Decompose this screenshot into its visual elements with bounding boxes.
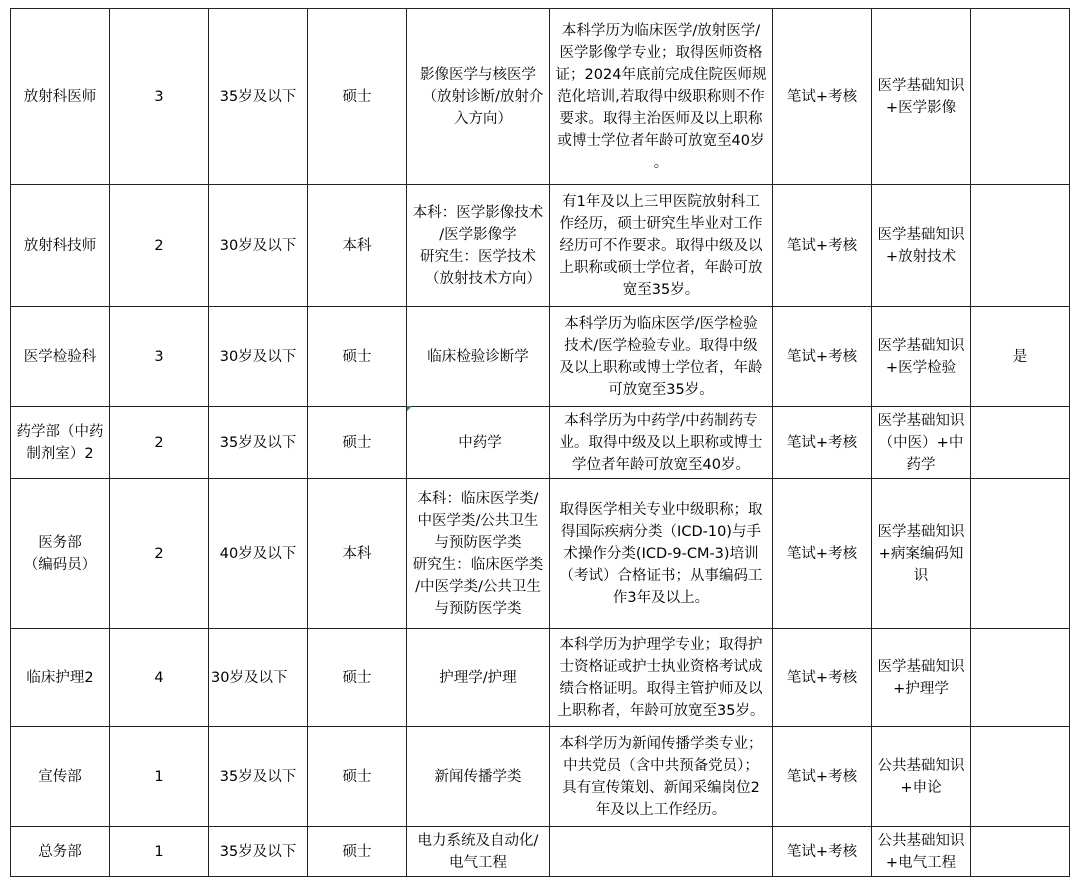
age-cell: 35岁及以下: [209, 827, 308, 877]
table-row: [11, 407, 1070, 479]
content-cell: [872, 9, 971, 185]
major-cell-line: 影像医学与核医学: [420, 66, 536, 83]
education-cell: 本科: [308, 479, 407, 629]
education-cell: 硕士: [308, 307, 407, 407]
requirements-cell-line: 上职称者，年龄可放宽至35岁。: [557, 702, 765, 719]
position-cell-line: 宣传部: [38, 768, 82, 785]
exam-cell: 笔试+考核: [773, 407, 872, 479]
requirements-cell-line: 本科学历为中药学/中药制药专: [564, 412, 758, 429]
count-cell: 2: [110, 479, 209, 629]
count-cell: 4: [110, 629, 209, 727]
major-cell: [407, 307, 550, 407]
content-cell-line: +申论: [900, 779, 942, 796]
requirements-cell-line: 要求。取得主治医师及以上职称: [559, 110, 763, 127]
requirements-cell-line: 本科学历为临床医学/医学检验: [564, 315, 758, 332]
content-cell: [872, 629, 971, 727]
content-cell-line: 医学基础知识: [877, 77, 965, 94]
requirements-cell-line: 士资格证或护士执业资格考试成: [559, 658, 763, 675]
requirements-cell-line: 中共党员（含中共预备党员）；: [563, 757, 759, 774]
requirements-cell-line: 作经历，硕士研究生毕业对工作: [559, 215, 763, 232]
requirements-cell-line: 作3年及以上。: [612, 589, 710, 606]
position-cell-line: 总务部: [38, 843, 82, 860]
requirements-cell-line: 医学影像学专业；取得医师资格: [559, 44, 763, 61]
content-cell: [872, 727, 971, 827]
exam-cell: 笔试+考核: [773, 629, 872, 727]
content-cell-line: +病案编码知: [878, 545, 964, 562]
major-cell: [407, 407, 550, 479]
count-cell: 1: [110, 827, 209, 877]
requirements-cell-line: 本科学历为护理学专业；取得护: [559, 636, 763, 653]
content-cell: [872, 185, 971, 307]
education-cell: 硕士: [308, 9, 407, 185]
exam-cell: 笔试+考核: [773, 307, 872, 407]
requirements-cell-line: 取得医学相关专业中级职称；取: [559, 501, 763, 518]
requirements-cell: [550, 827, 773, 877]
table-row: [11, 827, 1070, 877]
major-cell: [407, 827, 550, 877]
major-cell-line: 护理学/护理: [439, 669, 517, 686]
major-cell: [407, 479, 550, 629]
position-cell-line: 医务部: [38, 534, 82, 551]
requirements-cell-line: 。: [653, 154, 669, 171]
education-cell: 本科: [308, 185, 407, 307]
requirements-cell-line: （考试）合格证书；从事编码工: [559, 567, 763, 584]
count-cell: 3: [110, 9, 209, 185]
note-cell: [971, 629, 1070, 727]
requirements-cell-line: 可放宽至35岁。: [608, 381, 714, 398]
position-cell-line: 制剂室）2: [26, 445, 94, 462]
requirements-cell-line: 有1年及以上三甲医院放射科工: [562, 193, 760, 210]
content-cell-line: +医学影像: [885, 99, 957, 116]
requirements-cell-line: 经历可不作要求。取得中级及以: [559, 237, 763, 254]
position-cell-line: 临床护理2: [26, 669, 94, 686]
major-cell-line: 研究生：医学技术: [420, 248, 536, 265]
cell-comment-marker: [407, 406, 412, 411]
position-cell: [11, 307, 110, 407]
content-cell-line: 医学基础知识: [877, 658, 965, 675]
age-cell: 40岁及以下: [209, 479, 308, 629]
content-cell-line: +电气工程: [885, 854, 957, 871]
major-cell-line: /中医学类/公共卫生: [415, 578, 541, 595]
major-cell-line: 本科：医学影像技术: [412, 204, 544, 221]
age-cell: 30岁及以下: [209, 185, 308, 307]
position-cell: [11, 629, 110, 727]
table-row: [11, 479, 1070, 629]
position-cell: [11, 479, 110, 629]
content-cell-line: 公共基础知识: [877, 832, 965, 849]
table-row: [11, 185, 1070, 307]
content-cell-line: 药学: [906, 456, 936, 473]
content-cell-line: 医学基础知识: [877, 412, 965, 429]
requirements-cell: [550, 479, 773, 629]
major-cell-line: 与预防医学类: [434, 534, 522, 551]
requirements-cell-line: 术操作分类(ICD-9-CM-3)培训: [563, 545, 759, 562]
exam-cell: 笔试+考核: [773, 9, 872, 185]
requirements-cell-line: 宽至35岁。: [622, 281, 700, 298]
content-cell: [872, 479, 971, 629]
table-row: [11, 9, 1070, 185]
content-cell-line: +护理学: [893, 680, 949, 697]
exam-cell: 笔试+考核: [773, 727, 872, 827]
education-cell: 硕士: [308, 629, 407, 727]
content-cell: [872, 407, 971, 479]
major-cell-line: 中药学: [458, 434, 502, 451]
requirements-cell-line: 年及以上工作经历。: [595, 801, 727, 818]
major-cell-line: 中医学类/公共卫生: [417, 512, 539, 529]
requirements-cell-line: 业。取得中级及以上职称或博士: [559, 434, 763, 451]
requirements-cell: [550, 629, 773, 727]
requirements-cell: [550, 307, 773, 407]
content-cell-line: +放射技术: [885, 248, 957, 265]
exam-cell: 笔试+考核: [773, 479, 872, 629]
major-cell: [407, 185, 550, 307]
requirements-cell-line: 本科学历为新闻传播学类专业；: [559, 735, 763, 752]
position-cell: [11, 185, 110, 307]
table-body: [11, 9, 1070, 877]
table-row: [11, 727, 1070, 827]
content-cell-line: 医学基础知识: [877, 226, 965, 243]
exam-cell: 笔试+考核: [773, 185, 872, 307]
content-cell-line: 识: [913, 567, 929, 584]
requirements-cell-line: 绩合格证明。取得主管护师及以: [559, 680, 763, 697]
position-cell-line: 药学部（中药: [16, 423, 104, 440]
requirements-cell-line: 本科学历为临床医学/放射医学/: [561, 22, 761, 39]
major-cell: [407, 629, 550, 727]
requirements-cell-line: 证；2024年底前完成住院医师规: [555, 66, 767, 83]
requirements-cell-line: 技术/医学检验专业。取得中级: [564, 337, 758, 354]
major-cell-line: 本科：临床医学类/: [417, 490, 539, 507]
position-cell: [11, 827, 110, 877]
major-cell-line: 电力系统及自动化/: [417, 832, 539, 849]
note-cell: [971, 407, 1070, 479]
content-cell-line: 医学基础知识: [877, 523, 965, 540]
requirements-cell: [550, 185, 773, 307]
requirements-cell-line: 及以上职称或博士学位者，年龄: [559, 359, 763, 376]
major-cell-line: 与预防医学类: [434, 600, 522, 617]
requirements-cell: [550, 9, 773, 185]
position-cell-line: 放射科医师: [23, 88, 97, 105]
table-row: [11, 307, 1070, 407]
position-cell-line: 医学检验科: [23, 348, 97, 365]
position-cell-line: （编码员）: [23, 556, 97, 573]
requirements-cell-line: 具有宣传策划、新闻采编岗位2: [562, 779, 760, 796]
age-cell: 30岁及以下: [209, 307, 308, 407]
major-cell-line: 研究生：临床医学类: [412, 556, 544, 573]
requirements-cell-line: 范化培训,若取得中级职称则不作: [557, 88, 765, 105]
education-cell: 硕士: [308, 407, 407, 479]
position-cell-line: 放射科技师: [23, 237, 97, 254]
count-cell: 3: [110, 307, 209, 407]
major-cell-line: （放射诊断/放射介: [422, 88, 544, 105]
position-cell: [11, 9, 110, 185]
education-cell: 硕士: [308, 827, 407, 877]
exam-cell: 笔试+考核: [773, 827, 872, 877]
age-cell: 35岁及以下: [209, 727, 308, 827]
note-cell: [971, 727, 1070, 827]
education-cell: 硕士: [308, 727, 407, 827]
recruitment-table: [10, 8, 1070, 877]
requirements-cell-line: 得国际疾病分类（ICD-10)与手: [561, 523, 761, 540]
note-cell: 是: [971, 307, 1070, 407]
age-cell: 35岁及以下: [209, 9, 308, 185]
note-cell: [971, 479, 1070, 629]
age-cell: 35岁及以下: [209, 407, 308, 479]
position-cell: [11, 407, 110, 479]
major-cell-line: 新闻传播学类: [434, 768, 522, 785]
requirements-cell-line: 或博士学位者年龄可放宽至40岁: [557, 132, 765, 149]
content-cell: [872, 827, 971, 877]
note-cell: [971, 185, 1070, 307]
content-cell-line: 医学基础知识: [877, 337, 965, 354]
content-cell-line: +医学检验: [885, 359, 957, 376]
note-cell: [971, 827, 1070, 877]
content-cell-line: 公共基础知识: [877, 757, 965, 774]
major-cell-line: 入方向）: [454, 110, 512, 127]
requirements-cell-line: 上职称或硕士学位者，年龄可放: [559, 259, 763, 276]
content-cell-line: （中医）+中: [878, 434, 964, 451]
age-cell: 30岁及以下: [209, 629, 308, 727]
requirements-cell: [550, 407, 773, 479]
requirements-cell-line: 学位者年龄可放宽至40岁。: [572, 456, 750, 473]
major-cell-line: （放射技术方向）: [425, 270, 541, 287]
major-cell-line: 电气工程: [449, 854, 507, 871]
count-cell: 2: [110, 407, 209, 479]
content-cell: [872, 307, 971, 407]
major-cell: [407, 727, 550, 827]
count-cell: 1: [110, 727, 209, 827]
requirements-cell: [550, 727, 773, 827]
major-cell-line: 临床检验诊断学: [427, 348, 529, 365]
note-cell: [971, 9, 1070, 185]
position-cell: [11, 727, 110, 827]
major-cell-line: /医学影像学: [439, 226, 517, 243]
table-row: [11, 629, 1070, 727]
major-cell: [407, 9, 550, 185]
count-cell: 2: [110, 185, 209, 307]
